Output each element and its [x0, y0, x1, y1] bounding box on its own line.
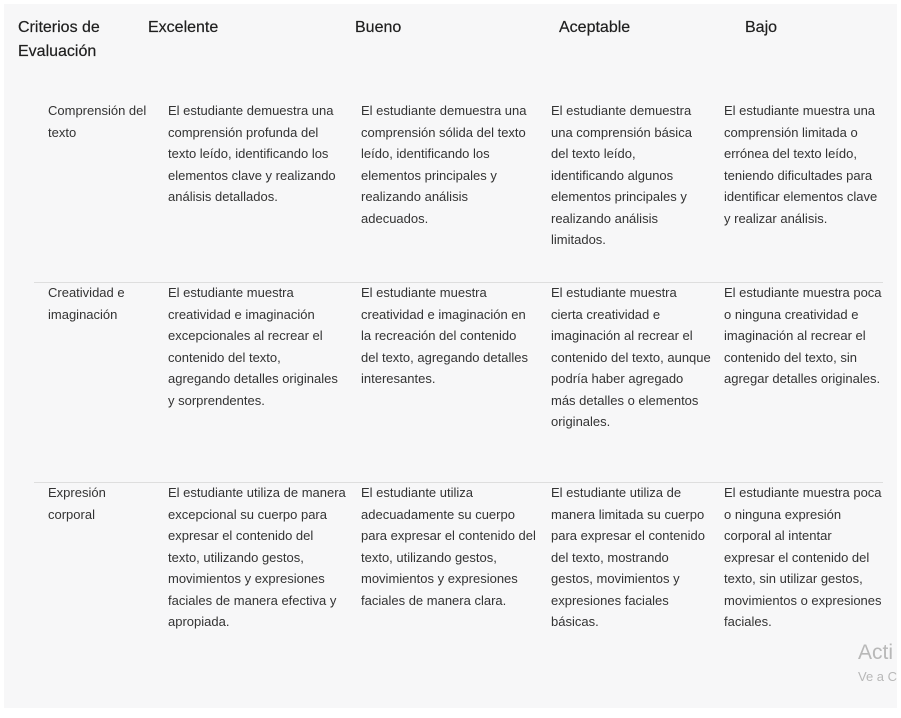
- bueno-cell: El estudiante muestra creatividad e imaginación en la recreación del contenido del texto, agregando detalles interesantes.: [361, 285, 528, 386]
- excelente-cell: El estudiante utiliza de manera excepcional su cuerpo para expresar el contenido del texto, utilizando gestos, movimientos y expresiones faciales de manera efectiva y apropiada.: [168, 485, 346, 629]
- criterion-cell: Comprensión del texto: [48, 103, 147, 140]
- bueno-cell: El estudiante utiliza adecuadamente su cuerpo para expresar el contenido del texto, utilizando gestos, movimientos y expresiones faciales de manera clara.: [361, 485, 536, 608]
- table-row: [34, 282, 884, 482]
- activation-watermark: [858, 640, 897, 686]
- header-aceptable: Aceptable: [559, 19, 631, 36]
- table-row: [34, 482, 884, 704]
- criterion-cell: Creatividad e imaginación: [48, 285, 125, 322]
- bueno-cell: El estudiante demuestra una comprensión sólida del texto leído, identificando los elementos principales y realizando análisis adecuados.: [361, 103, 527, 226]
- bajo-cell: El estudiante muestra poca o ninguna creatividad e imaginación al recrear el contenido del texto, sin agregar detalles originales.: [724, 285, 882, 386]
- bajo-cell: El estudiante muestra una comprensión limitada o errónea del texto leído, teniendo dificultades para identificar elementos clave y realizar análisis.: [724, 103, 878, 226]
- watermark-line-2: Ve a C: [858, 669, 898, 684]
- excelente-cell: El estudiante muestra creatividad e imaginación excepcionales al recrear el contenido del texto, agregando detalles originales y sorprendentes.: [168, 285, 338, 408]
- header-excelente: Excelente: [148, 19, 219, 36]
- bajo-cell: El estudiante muestra poca o ninguna expresión corporal al intentar expresar el contenido del texto, sin utilizar gestos, movimientos o expresiones faciales.: [724, 485, 882, 629]
- table-row: [34, 100, 884, 280]
- header-bueno: Bueno: [355, 19, 402, 36]
- criterion-cell: Expresión corporal: [48, 485, 106, 522]
- rubric-table: [4, 4, 897, 708]
- table-header: [4, 16, 897, 96]
- header-criterios: Criterios de Evaluación: [18, 19, 100, 60]
- watermark-line-1: Acti: [858, 641, 894, 664]
- aceptable-cell: El estudiante muestra cierta creatividad e imaginación al recrear el contenido del texto, aunque podría haber agregado más detalles o elementos originales.: [551, 285, 711, 429]
- header-bajo: Bajo: [745, 19, 778, 36]
- aceptable-cell: El estudiante utiliza de manera limitada su cuerpo para expresar el contenido del texto, mostrando gestos, movimientos y expresiones faciales básicas.: [551, 485, 705, 629]
- excelente-cell: El estudiante demuestra una comprensión profunda del texto leído, identificando los elementos clave y realizando análisis detallados.: [168, 103, 336, 204]
- aceptable-cell: El estudiante demuestra una comprensión básica del texto leído, identificando algunos elementos principales y realizando análisis limitados.: [551, 103, 692, 247]
